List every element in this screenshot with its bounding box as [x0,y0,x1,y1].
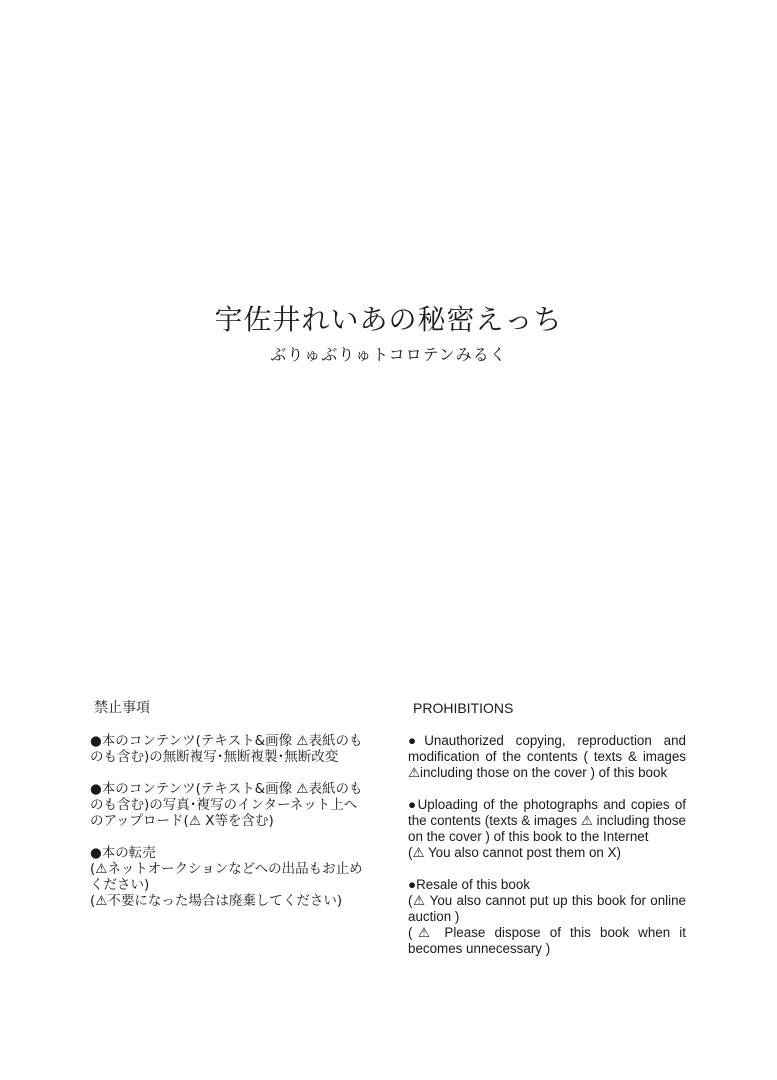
prohibitions-japanese [90,699,370,925]
prohibitions-english [408,699,686,973]
prohibition-text: ●本のコンテンツ(テキスト&画像 ⚠表紙のものも含む)の無断複写･無断複製･無断改変 [90,733,363,765]
prohibition-note: (⚠ You also cannot post them on X) [408,845,621,860]
prohibition-text: ●Uploading of the photographs and copies of the contents (texts & images ⚠ including those on the cover ) of this book to the Internet [408,797,686,844]
prohibition-item [90,781,370,829]
prohibition-note: (⚠不要になった場合は廃棄してください) [90,893,343,909]
prohibition-text: ●本のコンテンツ(テキスト&画像 ⚠表紙のものも含む)の写真･複写のインターネット上へのアップロード(⚠ X等を含む) [90,781,363,829]
prohibition-note: (⚠ You also cannot put up this book for online auction ) [408,893,686,924]
prohibition-item [408,733,686,781]
prohibition-item [90,845,370,909]
prohibition-item [408,797,686,861]
book-title: 宇佐井れいあの秘密えっち [214,303,563,336]
prohibition-note: (⚠ Please dispose of this book when it becomes unnecessary ) [408,925,686,956]
prohibition-text: ●Resale of this book [408,877,530,892]
prohibitions-heading-en: PROHIBITIONS [413,700,514,716]
title-block [0,298,777,366]
prohibition-text: ●Unauthorized copying, reproduction and modification of the contents ( texts & images ⚠including those on the cover ) of this book [408,733,686,780]
prohibition-item [408,877,686,957]
prohibitions-heading-jp: 禁止事項 [94,700,150,716]
prohibition-note: (⚠ネットオークションなどへの出品もお止めください) [90,861,363,893]
book-author: ぶりゅぶりゅトコロテンみるく [270,345,507,364]
prohibition-text: ●本の転売 [90,845,156,861]
prohibition-item [90,733,370,765]
